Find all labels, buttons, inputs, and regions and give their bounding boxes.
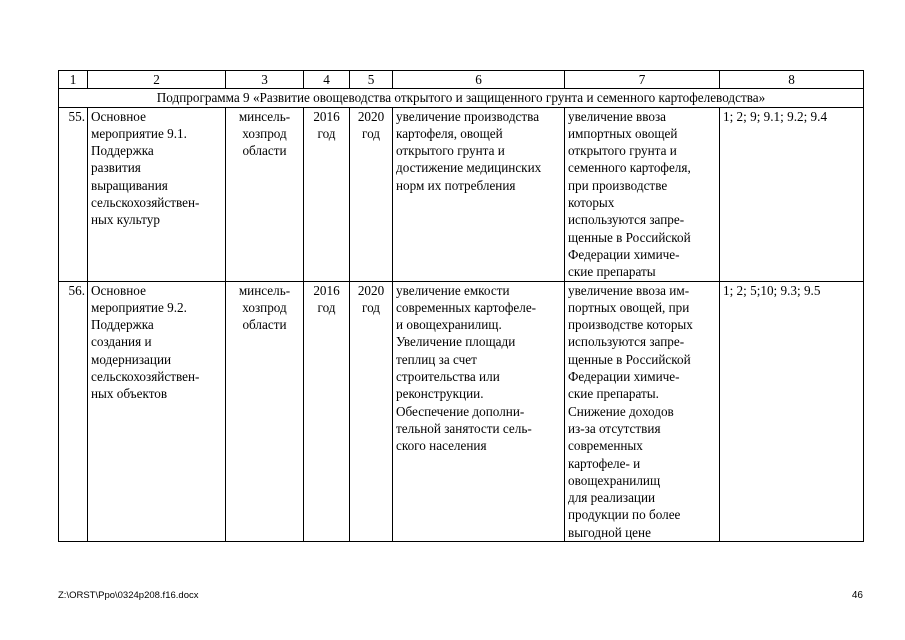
consequences-cell-line: Снижение доходов	[568, 403, 674, 419]
measure-cell	[88, 107, 226, 281]
consequences-cell-line: семенного картофеля,	[568, 160, 691, 176]
consequences-cell-line: используются запре-	[568, 212, 685, 228]
measure-cell-line: модернизации	[91, 351, 172, 367]
executor-cell	[226, 107, 304, 281]
expected-result-cell-line: и овощехранилищ.	[396, 317, 502, 333]
consequences-cell-line: которых	[568, 195, 615, 211]
column-header: 7	[565, 71, 720, 89]
end-year-cell-line: год	[361, 299, 380, 315]
expected-result-cell-line: строительства или	[396, 369, 500, 385]
row-number	[59, 107, 88, 281]
consequences-cell-line: выгодной цене	[568, 524, 651, 540]
consequences-cell-line: портных овощей, при	[568, 299, 690, 315]
consequences-cell-line: из-за отсутствия	[568, 420, 661, 436]
executor-cell-line: минсель-	[238, 108, 291, 124]
measure-cell-line: сельскохозяйствен-	[91, 195, 200, 211]
consequences-cell-line: производстве которых	[568, 317, 693, 333]
consequences-cell-line: при производстве	[568, 177, 668, 193]
start-year-cell	[304, 107, 350, 281]
expected-result-cell-line: норм их потребления	[396, 177, 516, 193]
expected-result-cell-line: Обеспечение дополни-	[396, 403, 525, 419]
consequences-cell-line: увеличение ввоза им-	[568, 282, 690, 298]
measure-cell-line: развития	[91, 160, 141, 176]
column-header: 6	[393, 71, 565, 89]
expected-result-cell-line: Увеличение площади	[396, 334, 516, 350]
expected-result-cell-line: картофеля, овощей	[396, 125, 503, 141]
executor-cell-line: минсель-	[238, 282, 291, 298]
indicators-cell-text: 1; 2; 9; 9.1; 9.2; 9.4	[723, 108, 828, 124]
consequences-cell-line: используются запре-	[568, 334, 685, 350]
subprogram-title: Подпрограмма 9 «Развитие овощеводства открытого и защищенного грунта и семенного картофелеводства»	[59, 89, 864, 107]
expected-result-cell-line: теплиц за счет	[396, 351, 477, 367]
column-header: 4	[304, 71, 350, 89]
measure-cell	[88, 281, 226, 541]
expected-result-cell-line: достижение медицинских	[396, 160, 542, 176]
consequences-cell	[565, 281, 720, 541]
executor-cell-line: хозпрод	[242, 125, 287, 141]
column-header: 2	[88, 71, 226, 89]
measure-cell-line: мероприятие 9.2.	[91, 299, 187, 315]
measure-cell-line: мероприятие 9.1.	[91, 125, 187, 141]
end-year-cell-line: 2020	[357, 282, 385, 298]
start-year-cell-line: год	[317, 125, 336, 141]
expected-result-cell-line: реконструкции.	[396, 386, 484, 402]
measure-cell-line: Поддержка	[91, 143, 154, 159]
end-year-cell-line: год	[361, 125, 380, 141]
measure-cell-line: ных объектов	[91, 386, 168, 402]
measure-cell-line: создания и	[91, 334, 152, 350]
expected-result-cell-line: увеличение производства	[396, 108, 540, 124]
expected-result-cell-line: ского населения	[396, 438, 487, 454]
column-number-row	[59, 71, 864, 89]
consequences-cell-line: ские препараты	[568, 264, 656, 280]
consequences-cell-line: Федерации химиче-	[568, 369, 680, 385]
row-number-text: 56.	[68, 282, 85, 298]
expected-result-cell	[393, 107, 565, 281]
column-header: 8	[720, 71, 864, 89]
table-row	[59, 107, 864, 281]
indicators-cell-text: 1; 2; 5;10; 9.3; 9.5	[723, 282, 821, 298]
consequences-cell	[565, 107, 720, 281]
column-header: 3	[226, 71, 304, 89]
expected-result-cell-line: увеличение емкости	[396, 282, 510, 298]
expected-result-cell-line: современных картофеле-	[396, 299, 537, 315]
measure-cell-line: Поддержка	[91, 317, 154, 333]
consequences-cell-line: щенные в Российской	[568, 229, 691, 245]
consequences-cell-line: увеличение ввоза	[568, 108, 667, 124]
indicators-cell	[720, 281, 864, 541]
start-year-cell-line: 2016	[313, 108, 340, 124]
executor-cell-line: области	[242, 317, 287, 333]
table-row	[59, 281, 864, 541]
end-year-cell	[350, 107, 393, 281]
consequences-cell-line: продукции по более	[568, 507, 681, 523]
consequences-cell-line: открытого грунта и	[568, 143, 677, 159]
row-number-text: 55.	[68, 108, 85, 124]
consequences-cell-line: импортных овощей	[568, 125, 678, 141]
consequences-cell-line: Федерации химиче-	[568, 246, 680, 262]
start-year-cell-line: год	[317, 299, 336, 315]
indicators-cell	[720, 107, 864, 281]
column-header: 1	[59, 71, 88, 89]
consequences-cell-line: щенные в Российской	[568, 351, 691, 367]
end-year-cell-line: 2020	[357, 108, 385, 124]
measure-cell-line: Основное	[91, 108, 146, 124]
consequences-cell-line: для реализации	[568, 490, 656, 506]
expected-result-cell-line: тельной занятости сель-	[396, 420, 532, 436]
expected-result-cell	[393, 281, 565, 541]
consequences-cell-line: ские препараты.	[568, 386, 659, 402]
subprogram-row	[59, 89, 864, 107]
expected-result-cell-line: открытого грунта и	[396, 143, 505, 159]
start-year-cell-line: 2016	[313, 282, 340, 298]
executor-cell-line: области	[242, 143, 287, 159]
consequences-cell-line: овощехранилищ	[568, 472, 661, 488]
measure-cell-line: Основное	[91, 282, 146, 298]
row-number	[59, 281, 88, 541]
end-year-cell	[350, 281, 393, 541]
column-header: 5	[350, 71, 393, 89]
executor-cell	[226, 281, 304, 541]
consequences-cell-line: картофеле- и	[568, 455, 641, 471]
consequences-cell-line: современных	[568, 438, 643, 454]
measure-cell-line: сельскохозяйствен-	[91, 369, 200, 385]
measure-cell-line: выращивания	[91, 177, 168, 193]
executor-cell-line: хозпрод	[242, 299, 287, 315]
footer-page-number: 46	[851, 590, 863, 601]
measure-cell-line: ных культур	[91, 212, 160, 228]
program-table	[58, 70, 864, 542]
start-year-cell	[304, 281, 350, 541]
footer-file-path: Z:\ORST\Ppo\0324p208.f16.docx	[58, 590, 199, 601]
